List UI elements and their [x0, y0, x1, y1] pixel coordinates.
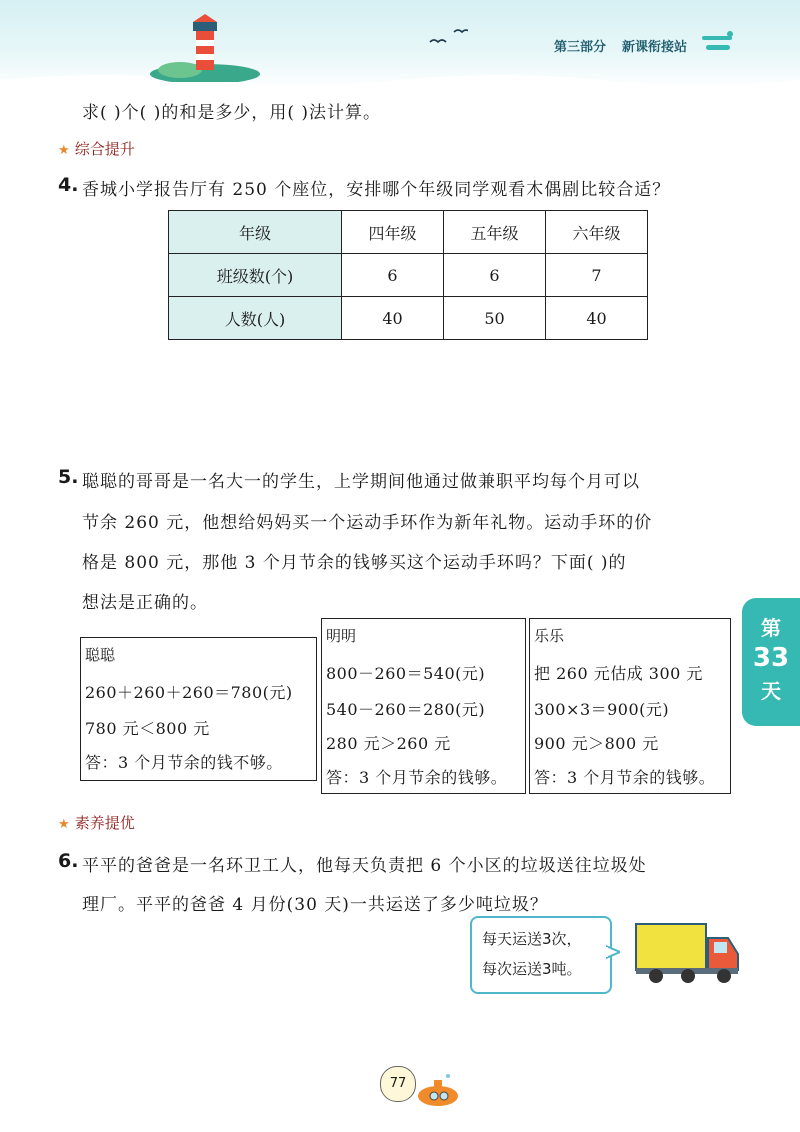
answer-box-name: 明明	[326, 627, 357, 645]
speech-bubble	[470, 916, 612, 994]
table-cell: 班级数(个)	[169, 254, 342, 297]
star-icon: ★	[58, 817, 70, 832]
star-icon: ★	[58, 143, 70, 158]
question-number: 5.	[58, 466, 79, 488]
table-cell: 五年级	[444, 211, 546, 254]
bubble-tail	[606, 944, 620, 960]
section-literacy	[58, 812, 135, 833]
question-text-line: 想法是正确的。	[82, 593, 208, 613]
section-title: 综合提升	[74, 140, 135, 158]
table-cell: 6	[342, 254, 444, 297]
truck-icon	[634, 918, 742, 986]
answer-box-mingming	[321, 618, 526, 794]
answer-box-line: 把 260 元估成 300 元	[534, 664, 703, 683]
table-cell: 40	[342, 297, 444, 340]
table-cell: 人数(人)	[169, 297, 342, 340]
table-cell: 6	[444, 254, 546, 297]
side-tab-bottom: 天	[761, 679, 781, 703]
side-tab-top: 第	[761, 616, 781, 640]
page-number: 77	[380, 1066, 416, 1102]
answer-box-line: 260＋260＋260＝780(元)	[85, 683, 293, 702]
answer-box-congcong	[80, 637, 317, 781]
side-tab-number: 33	[752, 643, 790, 673]
answer-box-line: 540－260＝280(元)	[326, 700, 486, 719]
section-title: 素养提优	[74, 814, 135, 832]
question-text: 香城小学报告厅有 250 个座位，安排哪个年级同学观看木偶剧比较合适？	[82, 180, 671, 200]
table-row	[169, 211, 648, 254]
previous-question-line: 求( )个( )的和是多少，用( )法计算。	[82, 103, 382, 123]
table-cell: 六年级	[546, 211, 648, 254]
header-part: 第三部分	[554, 40, 607, 55]
header-title: 新课衔接站	[622, 40, 688, 55]
answer-box-name: 乐乐	[534, 627, 565, 645]
answer-box-name: 聪聪	[85, 646, 116, 664]
answer-box-line: 800－260＝540(元)	[326, 664, 486, 683]
bird-icon	[428, 26, 468, 48]
question-text-line: 理厂。平平的爸爸 4 月份(30 天)一共运送了多少吨垃圾？	[82, 895, 548, 915]
bubble-line: 每次运送3吨。	[482, 960, 582, 978]
answer-box-line: 答：3 个月节余的钱够。	[326, 768, 508, 787]
table-row	[169, 297, 648, 340]
question-text-line: 聪聪的哥哥是一名大一的学生，上学期间他通过做兼职平均每个月可以	[82, 472, 640, 492]
submarine-icon	[412, 1070, 460, 1110]
answer-box-lele	[529, 618, 731, 794]
bubble-line: 每天运送3次，	[482, 930, 582, 948]
header-wave	[0, 70, 800, 92]
day-side-tab	[742, 598, 800, 726]
table-cell: 7	[546, 254, 648, 297]
question-text-line: 格是 800 元，那他 3 个月节余的钱够买这个运动手环吗？下面( )的	[82, 553, 627, 573]
table-cell: 50	[444, 297, 546, 340]
section-comprehensive	[58, 138, 135, 159]
answer-box-line: 280 元＞260 元	[326, 734, 451, 753]
lighthouse-icon	[150, 12, 260, 82]
question-number: 4.	[58, 174, 79, 196]
table-cell: 年级	[169, 211, 342, 254]
grade-table	[168, 210, 648, 340]
seesaw-icon	[700, 30, 736, 56]
answer-box-line: 900 元＞800 元	[534, 734, 659, 753]
table-row	[169, 254, 648, 297]
table-cell: 四年级	[342, 211, 444, 254]
answer-box-line: 780 元＜800 元	[85, 719, 210, 738]
answer-box-line: 300×3＝900(元)	[534, 700, 670, 719]
question-text-line: 平平的爸爸是一名环卫工人，他每天负责把 6 个小区的垃圾送往垃圾处	[82, 856, 647, 876]
question-text-line: 节余 260 元，他想给妈妈买一个运动手环作为新年礼物。运动手环的价	[82, 513, 653, 533]
question-number: 6.	[58, 850, 79, 872]
answer-box-line: 答：3 个月节余的钱够。	[534, 768, 716, 787]
answer-box-line: 答：3 个月节余的钱不够。	[85, 753, 283, 772]
table-cell: 40	[546, 297, 648, 340]
